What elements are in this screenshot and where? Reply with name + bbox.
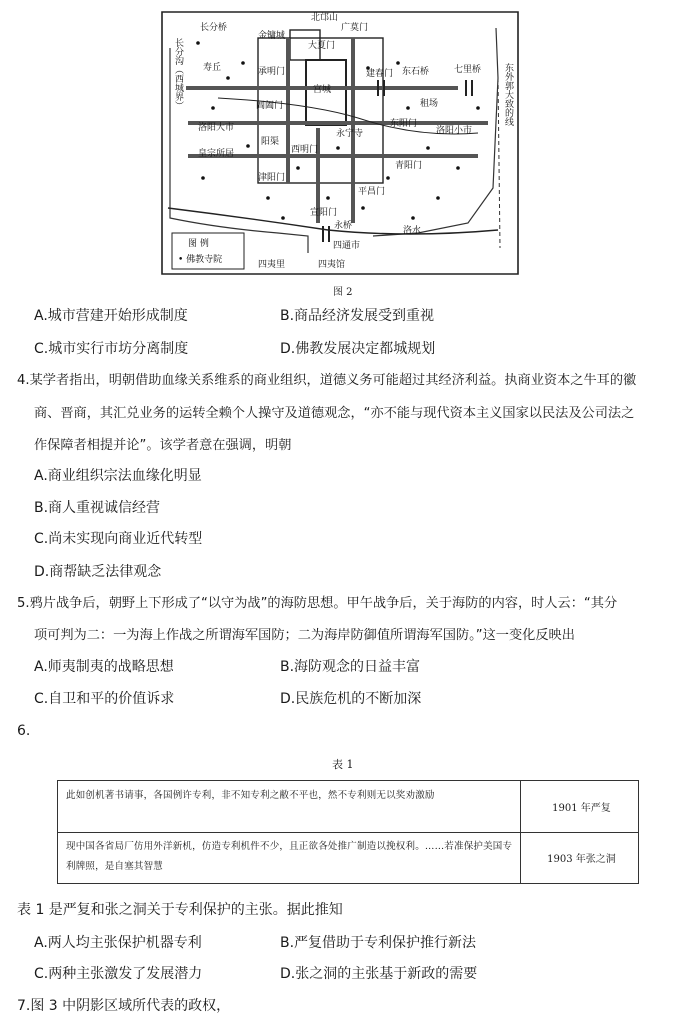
q4-option-a[interactable]: A.商业组织宗法血缘化明显 bbox=[34, 468, 202, 484]
map-city-wall bbox=[170, 28, 498, 253]
map-label-huangzong: 皇宗所居 bbox=[198, 149, 235, 159]
map-legend-title: 图 例 bbox=[188, 239, 209, 249]
q6-number: 6. bbox=[17, 723, 31, 739]
q3-option-a[interactable]: A.城市营建开始形成制度 bbox=[34, 308, 188, 324]
q6-option-b[interactable]: B.严复借助于专利保护推行新法 bbox=[280, 935, 477, 951]
q3-option-d[interactable]: D.佛教发展决定都城规划 bbox=[280, 341, 436, 357]
map-label-dongshimen: 东石桥 bbox=[402, 67, 430, 77]
q5-option-a[interactable]: A.师夷制夷的战略思想 bbox=[34, 659, 174, 675]
map-label-guangmomen: 广莫门 bbox=[341, 23, 369, 33]
map-label-beimang: 北邙山 bbox=[311, 13, 339, 23]
map-legend-item: • 佛教寺院 bbox=[178, 255, 223, 265]
map-label-luoyangdashi: 洛阳大市 bbox=[198, 123, 235, 133]
map-east-outer-line bbox=[498, 78, 500, 248]
q4-stem-line2: 商、晋商，其汇兑业务的运转全赖个人操守及道德观念，“亦不能与现代资本主义国家以民法及公司法之 bbox=[34, 406, 635, 421]
q4-stem-line1: 4.某学者指出，明朝借助血缘关系维系的商业组织，道德义务可能超过其经济利益。执商业资本之牛耳的徽 bbox=[17, 373, 637, 388]
map-label-jinyangmen: 津阳门 bbox=[258, 173, 286, 183]
map-label-gongcheng: 宫城 bbox=[313, 85, 332, 95]
table1-row1-source: 1901 年严复 bbox=[552, 803, 611, 814]
q3-option-b[interactable]: B.商品经济发展受到重视 bbox=[280, 308, 435, 324]
map-label-chengmingmen: 承明门 bbox=[258, 67, 286, 77]
table-row bbox=[58, 832, 638, 884]
map-label-changfengou: 长分沟（西城界） bbox=[173, 38, 183, 110]
map-label-xuanyangmen: 宣阳门 bbox=[310, 208, 338, 218]
map-label-dongwai: 东外郭大致的线 bbox=[503, 63, 513, 126]
table1 bbox=[57, 780, 639, 884]
map-label-dahemen: 大夏门 bbox=[308, 41, 336, 51]
q5-stem-line1: 5.鸦片战争后，朝野上下形成了“以守为战”的海防思想。甲午战争后，关于海防的内容，时人云：“其分 bbox=[17, 596, 618, 611]
map-label-yangqu: 阳渠 bbox=[261, 137, 280, 147]
map-label-yongningsi: 永宁寺 bbox=[336, 129, 364, 139]
map-caption: 图 2 bbox=[333, 287, 353, 298]
map-label-dongyangmen: 东阳门 bbox=[390, 119, 418, 129]
map-label-changhemen: 阊阖门 bbox=[256, 101, 284, 111]
luoyang-map bbox=[158, 8, 522, 280]
q4-stem-line3: 作保障者相提并论”。该学者意在强调，明朝 bbox=[34, 438, 292, 453]
q5-option-b[interactable]: B.海防观念的日益丰富 bbox=[280, 659, 421, 675]
q4-option-c[interactable]: C.尚未实现向商业近代转型 bbox=[34, 531, 203, 547]
q4-option-d[interactable]: D.商帮缺乏法律观念 bbox=[34, 564, 162, 580]
table1-row2-text: 现中国各省局厂仿用外洋新机，仿造专利机件不少，且正欲各处推广制造以挽权利。……若准保护美国专利牌照，是自塞其智慧 bbox=[66, 841, 513, 872]
map-label-luoyangxiaoshi: 洛阳小市 bbox=[436, 126, 473, 136]
map-label-luoshui: 洛水 bbox=[403, 226, 422, 236]
q3-option-c[interactable]: C.城市实行市坊分离制度 bbox=[34, 341, 189, 357]
map-label-qingyangmen: 青阳门 bbox=[395, 161, 423, 171]
table1-row2-source: 1903 年张之洞 bbox=[547, 854, 616, 865]
map-label-ximingmen: 西明门 bbox=[291, 145, 319, 155]
map-label-jianchunmen: 建春门 bbox=[366, 69, 394, 79]
map-label-yongqiao: 永桥 bbox=[334, 221, 353, 231]
map-label-shouqiu: 寿丘 bbox=[203, 63, 222, 73]
table-row bbox=[58, 781, 638, 832]
map-label-qiliqiao: 七里桥 bbox=[454, 65, 482, 75]
map-label-changfenqiao: 长分桥 bbox=[200, 23, 228, 33]
q5-option-c[interactable]: C.自卫和平的价值诉求 bbox=[34, 691, 175, 707]
map-label-siyiguan: 四夷馆 bbox=[318, 260, 346, 270]
map-label-pingchangmen: 平昌门 bbox=[358, 187, 386, 197]
q5-option-d[interactable]: D.民族危机的不断加深 bbox=[280, 691, 422, 707]
q5-stem-line2: 项可判为二：一为海上作战之所谓海军国防；二为海岸防御值所谓海军国防。”这一变化反映出 bbox=[34, 628, 575, 643]
q4-option-b[interactable]: B.商人重视诚信经营 bbox=[34, 500, 161, 516]
q7-stem: 7.图 3 中阴影区域所代表的政权， bbox=[17, 998, 231, 1014]
table1-row1-text: 此如创机著书请事，各国例许专利，非不知专利之敝不平也，然不专利则无以奖劝激励 bbox=[66, 790, 435, 801]
q6-stem: 表 1 是严复和张之洞关于专利保护的主张。据此推知 bbox=[17, 902, 343, 918]
map-label-jinyongcheng: 金镛城 bbox=[258, 31, 286, 41]
q6-option-c[interactable]: C.两种主张激发了发展潜力 bbox=[34, 966, 203, 982]
map-label-zuchang: 租场 bbox=[420, 99, 439, 109]
map-label-siyishi: 四通市 bbox=[333, 241, 361, 251]
map-label-siyili: 四夷里 bbox=[258, 260, 286, 270]
q6-option-d[interactable]: D.张之洞的主张基于新政的需要 bbox=[280, 966, 478, 982]
table1-title: 表 1 bbox=[332, 758, 354, 771]
q6-option-a[interactable]: A.两人均主张保护机器专利 bbox=[34, 935, 202, 951]
